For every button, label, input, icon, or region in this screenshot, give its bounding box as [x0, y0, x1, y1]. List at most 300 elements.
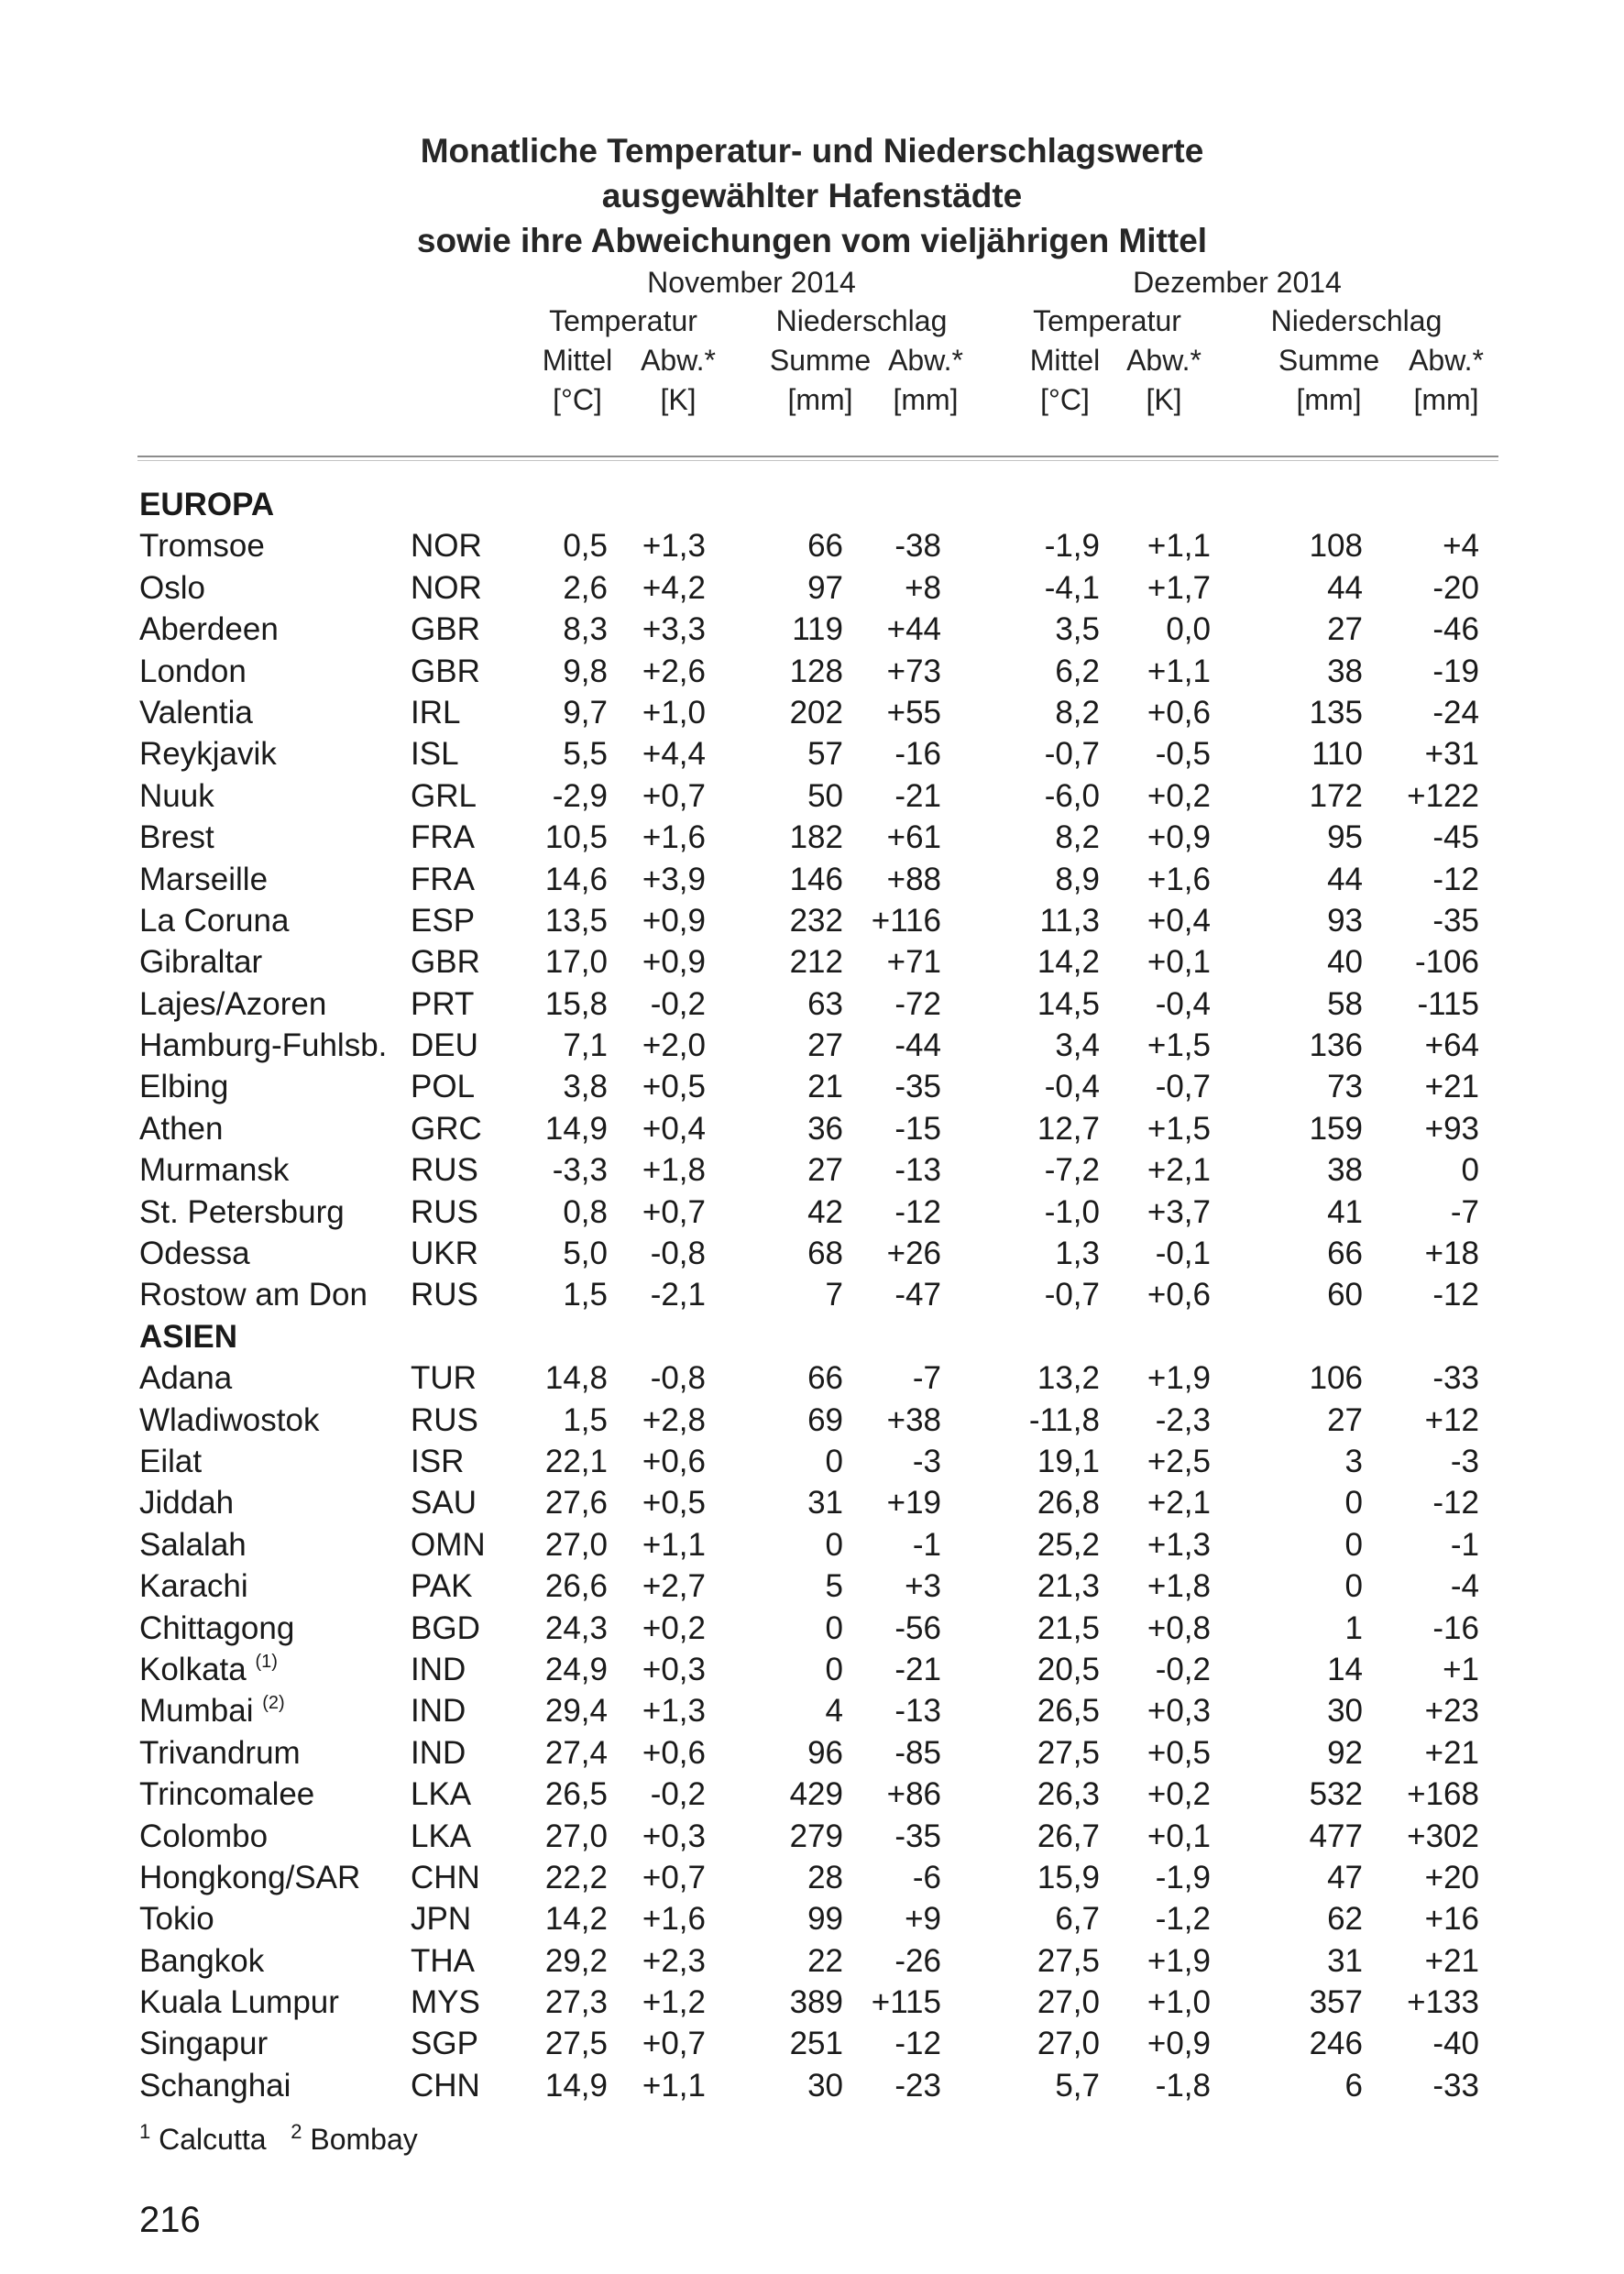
nov-precip-abw: +8	[905, 569, 941, 606]
dec-temp-abw: +0,6	[1147, 1277, 1211, 1313]
city-name: Athen	[139, 1110, 224, 1147]
header-temperature-dec: Temperatur	[1033, 304, 1181, 337]
city-name: St. Petersburg	[139, 1193, 345, 1230]
dec-temp-abw: +1,1	[1147, 528, 1211, 565]
dec-temp-mittel: 27,5	[1037, 1942, 1100, 1979]
city-name: Murmansk	[139, 1152, 290, 1189]
dec-precip-abw: +64	[1424, 1027, 1479, 1064]
nov-precip-abw: -15	[894, 1110, 941, 1147]
dec-temp-mittel: 27,5	[1037, 1734, 1100, 1771]
dec-precip-summe: 172	[1309, 777, 1363, 814]
nov-precip-abw: +26	[886, 1236, 941, 1272]
header-precipitation-nov: Niederschlag	[775, 304, 948, 337]
nov-precip-summe: 96	[807, 1734, 843, 1771]
dec-precip-summe: 95	[1327, 819, 1363, 856]
dec-temp-mittel: 26,3	[1037, 1776, 1100, 1813]
nov-temp-abw: +3,3	[642, 611, 706, 648]
dec-precip-summe: 58	[1327, 985, 1363, 1022]
title-line-1: Monatliche Temperatur- und Niederschlagswerte	[420, 132, 1204, 170]
header-summe-nov: Summe	[769, 344, 872, 377]
country-code: RUS	[411, 1152, 478, 1189]
dec-temp-mittel: 26,5	[1037, 1693, 1100, 1730]
dec-temp-abw: -2,3	[1155, 1401, 1211, 1438]
nov-temp-mittel: -3,3	[552, 1152, 608, 1189]
nov-precip-abw: -6	[912, 1859, 941, 1895]
region-heading	[0, 1316, 1624, 1357]
country-code: FRA	[411, 861, 475, 897]
dec-precip-abw: +23	[1424, 1693, 1479, 1730]
dec-temp-abw: +1,3	[1147, 1526, 1211, 1563]
country-code: IND	[411, 1651, 466, 1687]
nov-precip-abw: -12	[894, 2026, 941, 2062]
footnote	[139, 2120, 418, 2157]
nov-precip-abw: -7	[912, 1360, 941, 1397]
dec-precip-abw: 0	[1461, 1152, 1479, 1189]
dec-temp-mittel: -6,0	[1044, 777, 1100, 814]
dec-temp-abw: +0,1	[1147, 1818, 1211, 1854]
dec-precip-summe: 30	[1327, 1693, 1363, 1730]
table-row	[0, 2065, 1624, 2106]
city-name: Tromsoe	[139, 528, 265, 565]
header-mittel-dec: Mittel	[1029, 344, 1101, 377]
nov-precip-abw: +73	[886, 653, 941, 689]
nov-temp-abw: +0,9	[642, 902, 706, 939]
nov-precip-abw: +38	[886, 1401, 941, 1438]
nov-temp-mittel: 27,4	[544, 1734, 608, 1771]
city-cell	[139, 900, 289, 941]
dec-temp-abw: +1,0	[1147, 1984, 1211, 2021]
city-cell	[139, 1108, 223, 1149]
nov-temp-abw: +0,5	[642, 1485, 706, 1521]
country-code: TUR	[411, 1360, 477, 1397]
dec-temp-mittel: 26,7	[1037, 1818, 1100, 1854]
nov-precip-summe: 212	[789, 944, 843, 981]
dec-temp-abw: +0,2	[1147, 777, 1211, 814]
city-name: Eilat	[139, 1443, 203, 1479]
dec-temp-abw: +0,8	[1147, 1609, 1211, 1646]
header-precipitation-dec: Niederschlag	[1270, 304, 1443, 337]
header-unit-k-dec: [K]	[1146, 383, 1182, 416]
nov-temp-abw: +2,0	[642, 1027, 706, 1064]
dec-precip-summe: 106	[1309, 1360, 1363, 1397]
nov-temp-mittel: 3,8	[563, 1069, 608, 1105]
nov-precip-abw: +19	[886, 1485, 941, 1521]
country-code: POL	[411, 1069, 476, 1105]
nov-precip-summe: 4	[825, 1693, 843, 1730]
city-cell	[139, 609, 279, 650]
country-code: PRT	[411, 985, 475, 1022]
nov-precip-summe: 202	[789, 694, 843, 731]
city-name: Hamburg-Fuhlsb.	[139, 1027, 388, 1064]
nov-temp-abw: -2,1	[650, 1277, 706, 1313]
city-cell	[139, 2023, 268, 2064]
table-row	[0, 1898, 1624, 1939]
country-code: IND	[411, 1734, 466, 1771]
header-unit-c-dec: [°C]	[1040, 383, 1090, 416]
nov-temp-mittel: 5,5	[563, 736, 608, 773]
table-row	[0, 775, 1624, 817]
country-code: THA	[411, 1942, 475, 1979]
nov-temp-abw: +1,0	[642, 694, 706, 731]
dec-precip-abw: +168	[1407, 1776, 1479, 1813]
nov-precip-abw: +115	[871, 1984, 941, 2021]
nov-temp-abw: -0,2	[650, 985, 706, 1022]
city-cell	[139, 2065, 291, 2106]
city-name: Chittagong	[139, 1609, 295, 1646]
nov-temp-mittel: 29,4	[544, 1693, 608, 1730]
dec-precip-abw: -12	[1432, 1277, 1479, 1313]
nov-precip-abw: -26	[894, 1942, 941, 1979]
nov-temp-mittel: 27,0	[544, 1818, 608, 1854]
dec-temp-abw: -0,2	[1155, 1651, 1211, 1687]
footnote-marker-1: 1	[139, 2120, 151, 2143]
header-abw-precip-dec: Abw.*	[1409, 344, 1484, 377]
nov-precip-summe: 279	[789, 1818, 843, 1854]
dec-temp-mittel: -1,0	[1044, 1193, 1100, 1230]
nov-temp-abw: +0,2	[642, 1609, 706, 1646]
table-row	[0, 900, 1624, 941]
dec-temp-mittel: 27,0	[1037, 2026, 1100, 2062]
nov-precip-summe: 0	[825, 1609, 843, 1646]
dec-precip-summe: 38	[1327, 1152, 1363, 1189]
nov-precip-summe: 146	[789, 861, 843, 897]
nov-temp-mittel: 10,5	[544, 819, 608, 856]
dec-precip-abw: -4	[1450, 1568, 1479, 1605]
dec-temp-abw: +1,7	[1147, 569, 1211, 606]
dec-temp-abw: +2,1	[1147, 1152, 1211, 1189]
dec-precip-summe: 92	[1327, 1734, 1363, 1771]
title-line-2: ausgewählter Hafenstädte	[601, 177, 1023, 214]
dec-precip-abw: +122	[1407, 777, 1479, 814]
country-code: UKR	[411, 1236, 478, 1272]
city-cell	[139, 1774, 314, 1815]
city-cell	[139, 1565, 248, 1607]
table-row	[0, 1441, 1624, 1482]
nov-temp-mittel: 22,2	[544, 1859, 608, 1895]
nov-precip-abw: -85	[894, 1734, 941, 1771]
nov-precip-summe: 7	[825, 1277, 843, 1313]
country-code: OMN	[411, 1526, 486, 1563]
header-abw-precip-nov: Abw.*	[888, 344, 963, 377]
city-name: Mumbai	[139, 1693, 254, 1730]
dec-temp-mittel: 3,5	[1055, 611, 1100, 648]
nov-precip-summe: 66	[807, 1360, 843, 1397]
dec-precip-summe: 38	[1327, 653, 1363, 689]
city-cell	[139, 1857, 360, 1898]
dec-precip-abw: +1	[1443, 1651, 1479, 1687]
dec-precip-summe: 27	[1327, 611, 1363, 648]
city-name: Hongkong/SAR	[139, 1859, 361, 1895]
nov-temp-abw: +2,7	[642, 1568, 706, 1605]
city-cell	[139, 859, 268, 900]
dec-precip-abw: -1	[1450, 1526, 1479, 1563]
dec-precip-abw: +93	[1424, 1110, 1479, 1147]
dec-precip-summe: 1	[1344, 1609, 1363, 1646]
city-cell	[139, 1149, 289, 1191]
city-cell	[139, 1524, 247, 1565]
nov-precip-abw: -13	[894, 1152, 941, 1189]
dec-precip-abw: -12	[1432, 1485, 1479, 1521]
country-code: CHN	[411, 2067, 480, 2104]
dec-temp-abw: +0,1	[1147, 944, 1211, 981]
city-cell	[139, 1192, 345, 1233]
table-row	[0, 1149, 1624, 1191]
nov-temp-abw: +0,7	[642, 1859, 706, 1895]
country-code: DEU	[411, 1027, 478, 1064]
city-cell	[139, 1233, 250, 1274]
table-row	[0, 525, 1624, 566]
nov-precip-summe: 99	[807, 1901, 843, 1938]
table-row	[0, 1857, 1624, 1898]
city-cell	[139, 525, 265, 566]
region-label: ASIEN	[139, 1318, 237, 1355]
nov-precip-abw: +116	[871, 902, 941, 939]
nov-precip-summe: 36	[807, 1110, 843, 1147]
city-name: Trivandrum	[139, 1734, 301, 1771]
city-name: Adana	[139, 1360, 233, 1397]
dec-temp-mittel: 8,2	[1055, 694, 1100, 731]
nov-precip-abw: -56	[894, 1609, 941, 1646]
dec-temp-mittel: 13,2	[1037, 1360, 1100, 1397]
nov-temp-abw: +0,7	[642, 2026, 706, 2062]
nov-precip-summe: 182	[789, 819, 843, 856]
country-code: GBR	[411, 944, 480, 981]
dec-precip-abw: -40	[1432, 2026, 1479, 2062]
dec-temp-abw: +1,5	[1147, 1027, 1211, 1064]
nov-temp-abw: +3,9	[642, 861, 706, 897]
dec-precip-abw: +21	[1424, 1069, 1479, 1105]
dec-precip-abw: +16	[1424, 1901, 1479, 1938]
nov-temp-mittel: 0,5	[563, 528, 608, 565]
dec-precip-summe: 3	[1344, 1443, 1363, 1479]
dec-precip-summe: 357	[1309, 1984, 1363, 2021]
country-code: NOR	[411, 569, 482, 606]
dec-temp-abw: +0,9	[1147, 2026, 1211, 2062]
header-unit-mm-summe-nov: [mm]	[787, 383, 853, 416]
dec-precip-summe: 0	[1344, 1485, 1363, 1521]
dec-temp-mittel: -0,7	[1044, 736, 1100, 773]
nov-temp-abw: +0,6	[642, 1734, 706, 1771]
nov-temp-mittel: 14,2	[544, 1901, 608, 1938]
nov-temp-abw: -0,2	[650, 1776, 706, 1813]
dec-precip-summe: 44	[1327, 569, 1363, 606]
dec-temp-abw: +1,8	[1147, 1568, 1211, 1605]
city-cell	[139, 567, 205, 609]
country-code: SAU	[411, 1485, 477, 1521]
country-code: MYS	[411, 1984, 480, 2021]
dec-precip-abw: +18	[1424, 1236, 1479, 1272]
dec-temp-abw: -0,4	[1155, 985, 1211, 1022]
dec-precip-abw: -19	[1432, 653, 1479, 689]
city-name: London	[139, 653, 247, 689]
city-cell	[139, 1066, 228, 1107]
country-code: SGP	[411, 2026, 478, 2062]
table-row	[0, 983, 1624, 1025]
country-code: RUS	[411, 1401, 478, 1438]
dec-precip-summe: 159	[1309, 1110, 1363, 1147]
dec-temp-mittel: 19,1	[1037, 1443, 1100, 1479]
country-code: BGD	[411, 1609, 480, 1646]
nov-precip-abw: -35	[894, 1818, 941, 1854]
nov-precip-summe: 0	[825, 1651, 843, 1687]
nov-precip-summe: 68	[807, 1236, 843, 1272]
country-code: LKA	[411, 1818, 472, 1854]
city-cell	[139, 1649, 278, 1690]
dec-temp-abw: 0,0	[1166, 611, 1211, 648]
country-code: ESP	[411, 902, 476, 939]
footnote-text-1: Calcutta	[159, 2123, 267, 2156]
city-name: Reykjavik	[139, 736, 277, 773]
dec-temp-mittel: 26,8	[1037, 1485, 1100, 1521]
city-cell	[139, 692, 253, 733]
dec-precip-abw: -33	[1432, 2067, 1479, 2104]
dec-precip-summe: 246	[1309, 2026, 1363, 2062]
region-label: EUROPA	[139, 487, 275, 522]
page-title	[0, 128, 1624, 263]
table-row	[0, 859, 1624, 900]
footnote-ref: (1)	[255, 1651, 278, 1672]
nov-precip-abw: +3	[905, 1568, 941, 1605]
dec-precip-abw: -24	[1432, 694, 1479, 731]
header-unit-mm-abw-nov: [mm]	[893, 383, 959, 416]
city-name: Jiddah	[139, 1485, 235, 1521]
country-code: RUS	[411, 1277, 478, 1313]
dec-temp-mittel: 14,2	[1037, 944, 1100, 981]
nov-temp-abw: +0,7	[642, 1193, 706, 1230]
nov-temp-mittel: 17,0	[544, 944, 608, 981]
city-name: Bangkok	[139, 1942, 265, 1979]
dec-precip-summe: 60	[1327, 1277, 1363, 1313]
country-code: GRL	[411, 777, 477, 814]
nov-temp-mittel: 9,8	[563, 653, 608, 689]
city-cell	[139, 1025, 387, 1066]
table-row	[0, 1774, 1624, 1815]
page-number: 216	[139, 2200, 201, 2240]
dec-precip-summe: 14	[1327, 1651, 1363, 1687]
dec-precip-abw: -7	[1450, 1193, 1479, 1230]
data-table	[0, 484, 1624, 2106]
nov-precip-abw: +86	[886, 1776, 941, 1813]
country-code: LKA	[411, 1776, 472, 1813]
dec-temp-mittel: 6,2	[1055, 653, 1100, 689]
nov-temp-abw: +4,2	[642, 569, 706, 606]
city-name: Salalah	[139, 1526, 247, 1563]
country-code: NOR	[411, 528, 482, 565]
table-row	[0, 1608, 1624, 1649]
city-name: Odessa	[139, 1236, 250, 1272]
nov-temp-mittel: -2,9	[552, 777, 608, 814]
country-code: RUS	[411, 1193, 478, 1230]
table-row	[0, 1482, 1624, 1523]
header-period-november: November 2014	[647, 266, 856, 299]
dec-temp-abw: -0,5	[1155, 736, 1211, 773]
city-cell	[139, 1690, 285, 1731]
nov-precip-summe: 30	[807, 2067, 843, 2104]
city-name: Kolkata	[139, 1651, 247, 1687]
table-row	[0, 1357, 1624, 1399]
nov-precip-abw: +55	[886, 694, 941, 731]
dec-temp-mittel: 15,9	[1037, 1859, 1100, 1895]
footnote-marker-2: 2	[291, 2120, 302, 2143]
table-row	[0, 1982, 1624, 2023]
nov-temp-abw: +0,3	[642, 1818, 706, 1854]
table-row	[0, 1233, 1624, 1274]
nov-precip-summe: 22	[807, 1942, 843, 1979]
nov-precip-abw: -13	[894, 1693, 941, 1730]
city-name: La Coruna	[139, 902, 290, 939]
nov-temp-abw: +0,3	[642, 1651, 706, 1687]
country-code: CHN	[411, 1859, 480, 1895]
dec-precip-summe: 27	[1327, 1401, 1363, 1438]
dec-temp-abw: -0,7	[1155, 1069, 1211, 1105]
dec-temp-abw: +1,9	[1147, 1942, 1211, 1979]
footnote-ref: (2)	[262, 1693, 285, 1714]
city-cell	[139, 1608, 294, 1649]
table-row	[0, 567, 1624, 609]
dec-temp-mittel: 8,2	[1055, 819, 1100, 856]
header-summe-dec: Summe	[1278, 344, 1380, 377]
nov-precip-summe: 21	[807, 1069, 843, 1105]
dec-temp-mittel: 1,3	[1055, 1236, 1100, 1272]
nov-precip-abw: -44	[894, 1027, 941, 1064]
city-name: Elbing	[139, 1069, 229, 1105]
table-row	[0, 1025, 1624, 1066]
country-code: IRL	[411, 694, 461, 731]
nov-precip-abw: -47	[894, 1277, 941, 1313]
nov-precip-abw: +44	[886, 611, 941, 648]
nov-temp-abw: -0,8	[650, 1236, 706, 1272]
dec-temp-abw: +1,5	[1147, 1110, 1211, 1147]
nov-precip-abw: -12	[894, 1193, 941, 1230]
table-row	[0, 733, 1624, 774]
dec-precip-summe: 66	[1327, 1236, 1363, 1272]
city-name: Karachi	[139, 1568, 248, 1605]
nov-temp-mittel: 7,1	[563, 1027, 608, 1064]
city-cell	[139, 1732, 301, 1774]
nov-temp-mittel: 1,5	[563, 1401, 608, 1438]
nov-temp-mittel: 9,7	[563, 694, 608, 731]
nov-temp-mittel: 24,9	[544, 1651, 608, 1687]
dec-temp-abw: +0,4	[1147, 902, 1211, 939]
nov-precip-abw: +9	[905, 1901, 941, 1938]
nov-precip-abw: -16	[894, 736, 941, 773]
city-name: Lajes/Azoren	[139, 985, 327, 1022]
dec-temp-mittel: 11,3	[1039, 902, 1100, 939]
table-row	[0, 1192, 1624, 1233]
table-row	[0, 1732, 1624, 1774]
dec-precip-summe: 62	[1327, 1901, 1363, 1938]
nov-temp-abw: +1,1	[642, 2067, 706, 2104]
nov-temp-mittel: 26,6	[544, 1568, 608, 1605]
dec-temp-abw: +1,1	[1147, 653, 1211, 689]
dec-temp-abw: +1,9	[1147, 1360, 1211, 1397]
city-name: Schanghai	[139, 2067, 291, 2104]
city-cell	[139, 817, 214, 858]
city-name: Trincomalee	[139, 1776, 315, 1813]
dec-temp-abw: -0,1	[1155, 1236, 1211, 1272]
city-cell	[139, 1898, 214, 1939]
nov-precip-summe: 5	[825, 1568, 843, 1605]
dec-precip-abw: +12	[1424, 1401, 1479, 1438]
dec-precip-summe: 31	[1327, 1942, 1363, 1979]
title-line-3: sowie ihre Abweichungen vom vieljährigen Mittel	[416, 222, 1208, 259]
table-row	[0, 2023, 1624, 2064]
nov-temp-abw: +1,8	[642, 1152, 706, 1189]
table-row	[0, 609, 1624, 650]
nov-temp-abw: +1,3	[642, 1693, 706, 1730]
table-row	[0, 1400, 1624, 1441]
dec-temp-abw: +2,1	[1147, 1485, 1211, 1521]
